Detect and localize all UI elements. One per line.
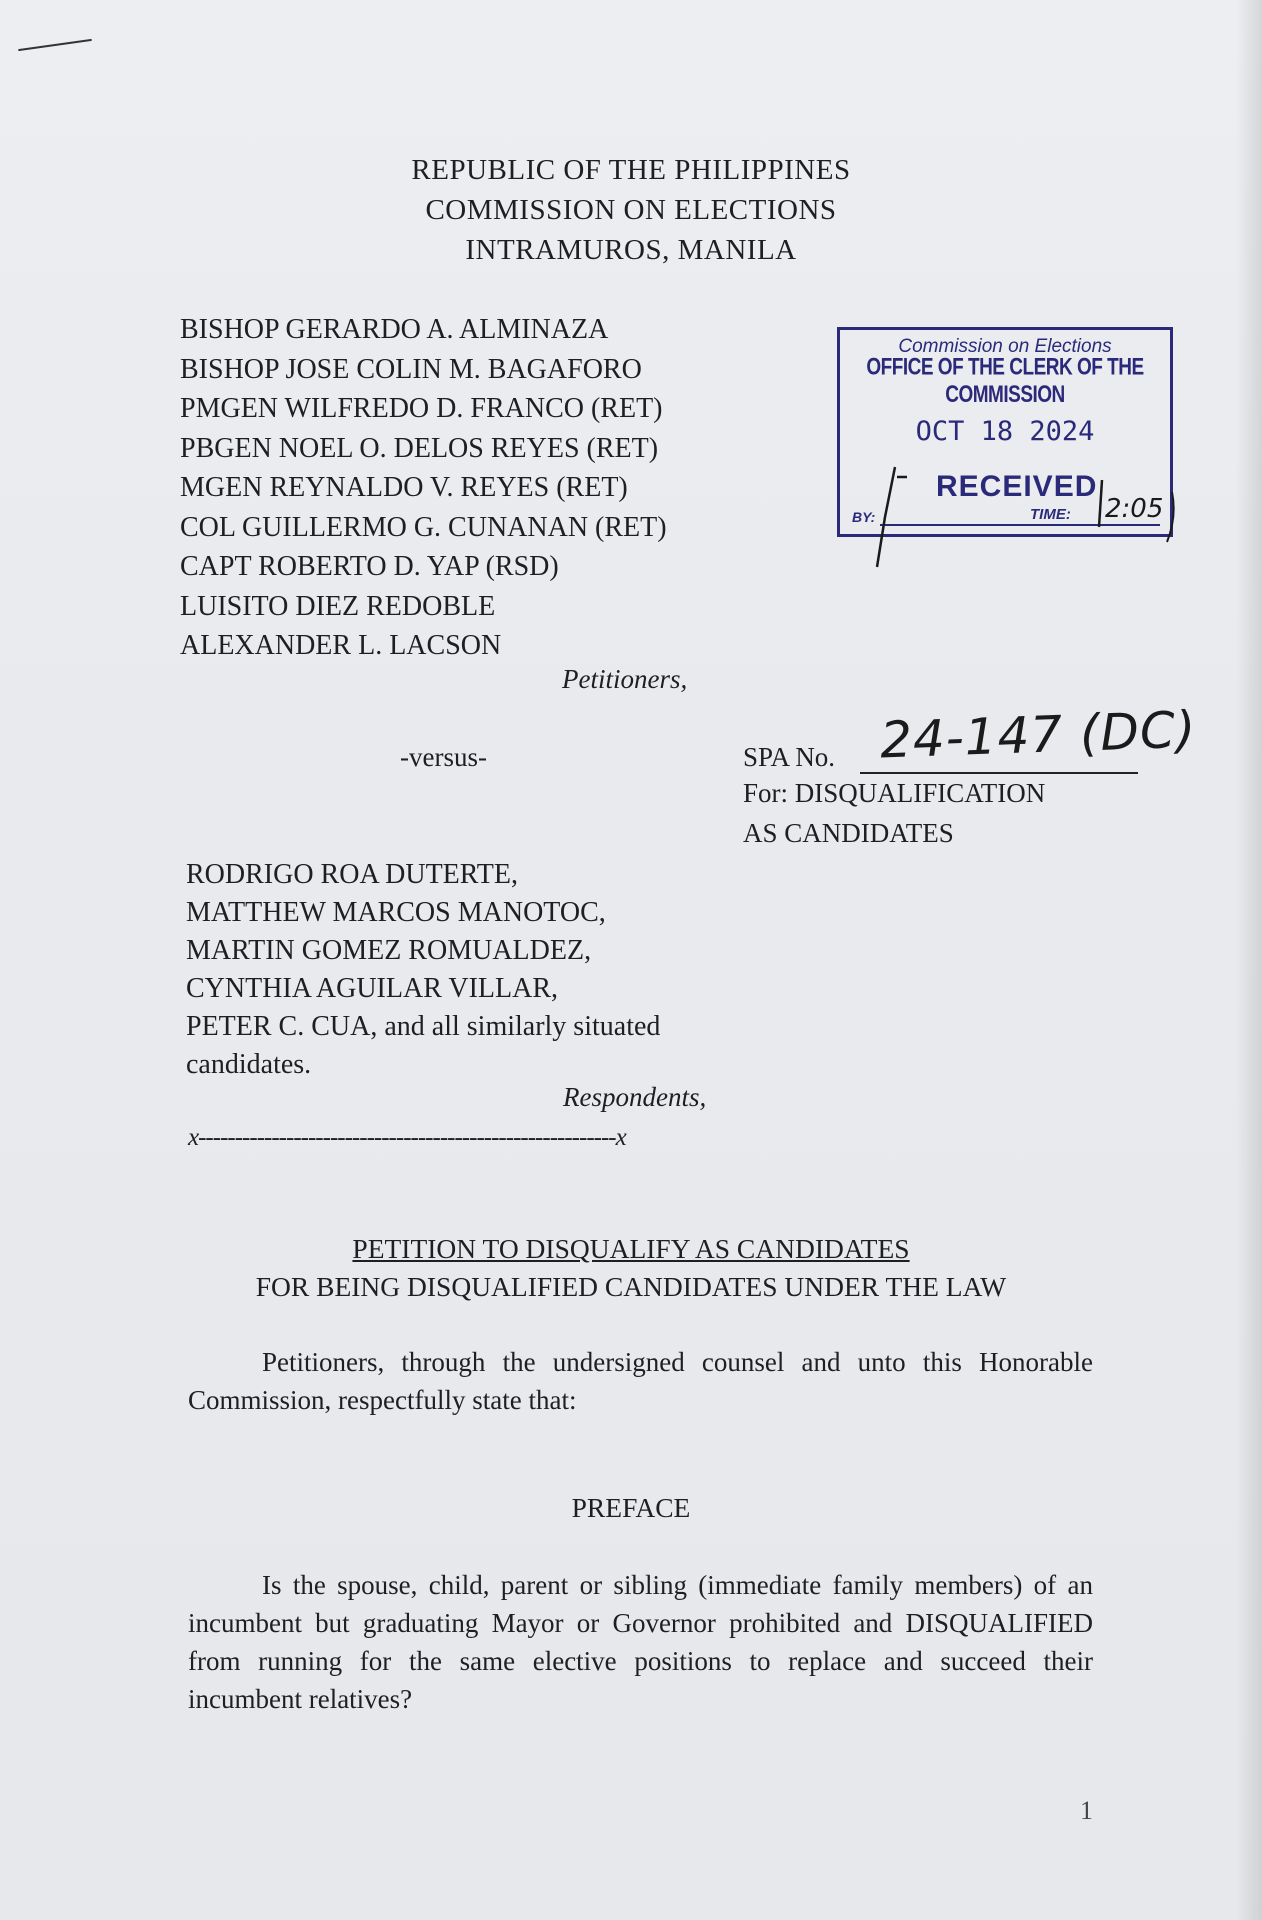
pen-mark: [18, 39, 92, 51]
petitioner-name: LUISITO DIEZ REDOBLE: [180, 590, 496, 622]
intro-paragraph: [188, 1343, 1093, 1419]
page-number: 1: [1080, 1796, 1093, 1825]
stamp-handwriting: [837, 327, 1177, 577]
petition-title: [0, 1230, 1262, 1306]
spa-label: SPA No.: [743, 742, 836, 772]
stamp-agency: Commission on Elections: [898, 336, 1112, 357]
petitioner-name: CAPT ROBERTO D. YAP (RSD): [180, 551, 559, 582]
header-line-3: INTRAMUROS, MANILA: [465, 234, 797, 266]
petitioner-name: BISHOP JOSE COLIN M. BAGAFORO: [180, 353, 642, 385]
petitioner-name: ALEXANDER L. LACSON: [180, 630, 502, 661]
petitioner-name: COL GUILLERMO G. CUNANAN (RET): [180, 511, 667, 543]
stamp-time-handwritten: 2:05: [1105, 494, 1164, 524]
spa-number-handwritten: 24-147 (DC): [879, 700, 1198, 770]
petitioner-name: PMGEN WILFREDO D. FRANCO (RET): [180, 393, 663, 424]
preface-text: Is the spouse, child, parent or sibling (immediate family members) of an incumbent but graduating Mayor or Governor prohibited and DISQUALIFIED from running for the same elective positions to replace and succeed their incumbent relatives?: [188, 1570, 1093, 1714]
respondents-list: [186, 856, 746, 1084]
petitioner-name: BISHOP GERARDO A. ALMINAZA: [180, 314, 609, 345]
respondent-line: MATTHEW MARCOS MANOTOC,: [186, 897, 606, 928]
versus-label: -versus-: [400, 742, 487, 772]
respondent-line: RODRIGO ROA DUTERTE,: [186, 859, 518, 890]
stamp-date: OCT 18 2024: [915, 416, 1095, 447]
petitioners-list: [180, 310, 740, 666]
case-nature: [743, 773, 1045, 853]
stamp-by-label: BY:: [852, 509, 876, 525]
header-line-1: REPUBLIC OF THE PHILIPPINES: [411, 154, 851, 186]
stamp-status: RECEIVED: [936, 470, 1098, 503]
title-line-1: PETITION TO DISQUALIFY AS CANDIDATES: [352, 1233, 910, 1264]
stamp-office: OFFICE OF THE CLERK OF THE COMMISSION: [866, 354, 1144, 409]
intro-text: Petitioners, through the undersigned counsel and unto this Honorable Commission, respectfully state that:: [188, 1347, 1093, 1415]
petitioner-name: PBGEN NOEL O. DELOS REYES (RET): [180, 432, 659, 464]
for-line-1: For: DISQUALIFICATION: [743, 778, 1046, 808]
stamp-time-label: TIME:: [1030, 506, 1071, 523]
petitioner-name: MGEN REYNALDO V. REYES (RET): [180, 472, 628, 503]
respondent-line: CYNTHIA AGUILAR VILLAR,: [186, 973, 559, 1004]
preface-paragraph: [188, 1566, 1093, 1718]
petitioners-label: Petitioners,: [562, 664, 688, 694]
respondents-label: Respondents,: [563, 1082, 707, 1112]
caption-separator: x---------------------------------------------------------x: [188, 1124, 626, 1151]
for-line-2: AS CANDIDATES: [743, 818, 954, 848]
document-header: [0, 150, 1262, 270]
title-line-2: FOR BEING DISQUALIFIED CANDIDATES UNDER THE LAW: [255, 1271, 1007, 1302]
section-heading: PREFACE: [571, 1492, 691, 1523]
respondent-line: PETER C. CUA, and all similarly situated: [186, 1011, 661, 1042]
respondent-line: candidates.: [186, 1049, 312, 1080]
respondent-line: MARTIN GOMEZ ROMUALDEZ,: [186, 935, 592, 966]
page-edge-shadow: [1236, 0, 1262, 1920]
header-line-2: COMMISSION ON ELECTIONS: [425, 194, 837, 226]
